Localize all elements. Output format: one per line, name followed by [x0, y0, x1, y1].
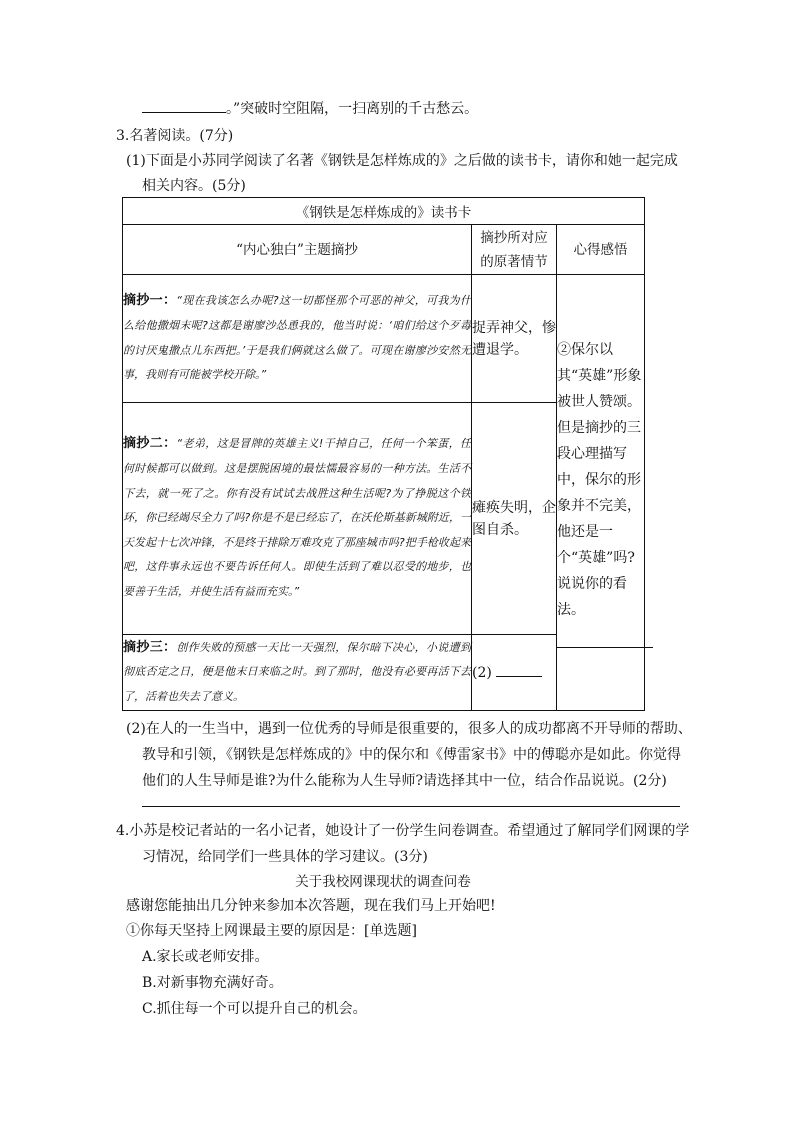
answer-line[interactable]: [142, 806, 680, 807]
excerpt-text: “老弟，这是冒牌的英雄主义!干掉自己，任何一个笨蛋，任何时候都可以做到。这是摆脱困境的最怯懦最容易的一种方法。生活不下去，就一死了之。你有没有试试去战胜这种生活呢?为了挣脱这个铁环，你已经竭尽全力了吗?你是不是已经忘了，在沃伦斯基新城附近，一天发起十七次冲锋，不是终于排除万难攻克了那座城市吗?把手枪收起来吧，这件事永远也不要告诉任何人。即使生活到了难以忍受的地步，也要善于生活，并使生活有益而充实。”: [123, 437, 471, 598]
question-4-line1: 4.小苏是校记者站的一名小记者，她设计了一份学生问卷调查。希望通过了解同学们网课的学: [116, 823, 690, 839]
survey-option-a[interactable]: A.家长或老师安排。: [142, 949, 269, 965]
header-plot: 摘抄所对应的原著情节: [472, 225, 557, 275]
excerpt-cell-3: [123, 635, 472, 711]
survey-intro: 感谢您能抽出几分钟来参加本次答题，现在我们马上开始吧!: [126, 898, 496, 914]
question-4-line2: 习情况，给同学们一些具体的学习建议。(3分): [142, 849, 428, 865]
insight-cell: [557, 275, 645, 711]
plot-cell-3: [472, 635, 557, 711]
fill-in-line: 。”突破时空阻隔，一扫离别的千古愁云。: [142, 98, 478, 119]
excerpt-tag: 摘抄一：: [123, 293, 177, 309]
excerpt-text: 创作失败的预感一天比一天强烈，保尔暗下决心，小说遭到彻底否定之日，便是他末日来临之时。到了那时，他没有必要再活下去了，活着也失去了意义。: [123, 640, 471, 703]
question-3-1-line1: (1)下面是小苏同学阅读了名著《钢铁是怎样炼成的》之后做的读书卡，请你和她一起完成: [126, 153, 678, 169]
header-excerpt: “内心独白”主题摘抄: [123, 225, 472, 275]
question-3-2-line1: (2)在人的一生当中，遇到一位优秀的导师是很重要的，很多人的成功都离不开导师的帮助、: [126, 721, 692, 737]
insight-prompt: ②保尔以其“英雄”形象被世人赞颂。但是摘抄的三段心理描写中，保尔的形象并不完美，他还是一个“英雄”吗?说说你的看法。: [557, 342, 642, 618]
excerpt-cell-1: [123, 275, 472, 403]
excerpt-text: “现在我该怎么办呢?这一切都怪那个可恶的神父，可我为什么给他撒烟末呢?这都是谢廖沙怂恿我的，他当时说：‘咱们给这个歹毒的讨厌鬼撒点儿东西把。’于是我们俩就这么做了。可现在谢廖沙安然无事，我则有可能被学校开除。”: [123, 294, 471, 382]
survey-option-c[interactable]: C.抓住每一个可以提升自己的机会。: [142, 1001, 367, 1017]
answer-blank[interactable]: [142, 98, 226, 113]
plot-cell-1: 捉弄神父，惨遭退学。: [472, 275, 557, 403]
question-3-2-line2: 教导和引领，《钢铁是怎样炼成的》中的保尔和《傅雷家书》中的傅聪亦是如此。你觉得: [142, 747, 681, 763]
question-3-1-line2: 相关内容。(5分): [142, 178, 246, 194]
insight-answer-blank[interactable]: [557, 625, 653, 648]
excerpt-tag: 摘抄三：: [123, 639, 177, 655]
question-3-2-line3: 他们的人生导师是谁?为什么能称为人生导师?请选择其中一位，结合作品说说。(2分): [142, 773, 667, 789]
excerpt-tag: 摘抄二：: [123, 436, 177, 452]
plot-cell-2: 瘫痪失明，企图自杀。: [472, 403, 557, 635]
survey-title: 关于我校网课现状的调查问卷: [295, 874, 471, 890]
reading-card-caption: 《钢铁是怎样炼成的》读书卡: [123, 198, 645, 225]
plot-number: (2): [472, 664, 492, 681]
header-insight: 心得感悟: [557, 225, 645, 275]
reading-card-table: [122, 197, 645, 711]
plot-answer-blank[interactable]: [496, 662, 542, 677]
survey-question-1: ①你每天坚持上网课最主要的原因是：[单选题]: [126, 923, 417, 939]
question-3-heading: 3.名著阅读。(7分): [116, 128, 234, 144]
survey-option-b[interactable]: B.对新事物充满好奇。: [142, 975, 283, 991]
excerpt-cell-2: [123, 403, 472, 635]
